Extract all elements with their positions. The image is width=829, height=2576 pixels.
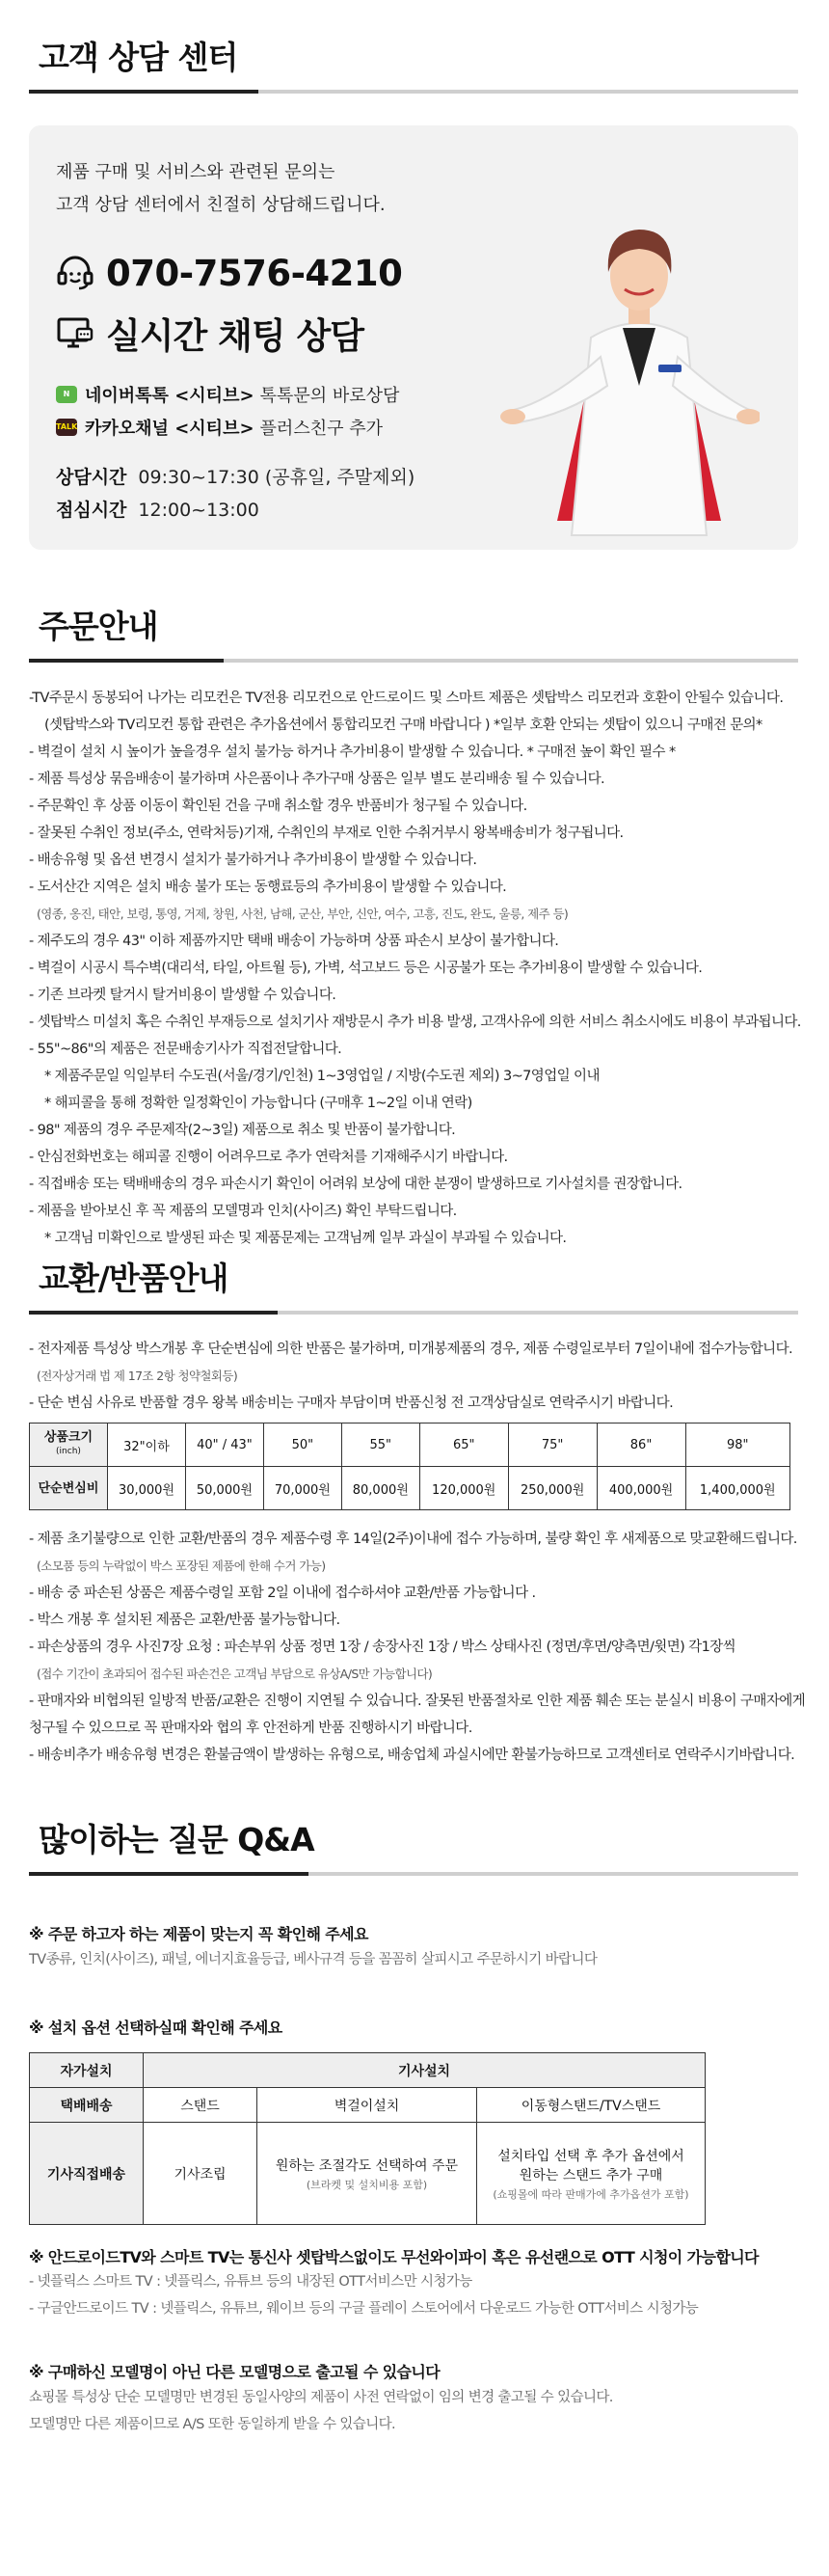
install-option-table xyxy=(29,2052,706,2225)
cs-header xyxy=(29,33,798,94)
list-item: - 직접배송 또는 택배배송의 경우 파손시기 확인이 어려워 보상에 대한 분쟁이 발생하므로 기사설치를 권장합니다. xyxy=(29,1177,682,1192)
list-item: - 넷플릭스 스마트 TV : 넷플릭스, 유튜브 등의 내장된 OTT서비스만 시청가능 xyxy=(29,2274,472,2290)
opt-wall-desc: 원하는 조절각도 선택하여 주문 xyxy=(275,2157,459,2174)
order-notice-list xyxy=(29,685,800,1252)
cs-intro-line2: 고객 상담 센터에서 친절히 상담해드립니다. xyxy=(56,195,386,215)
fee-cell: 250,000원 xyxy=(508,1467,597,1510)
fee-cell: 1,400,000원 xyxy=(685,1467,789,1510)
list-item: - 배송유형 및 옵션 변경시 설치가 불가하거나 추가비용이 발생할 수 있습니다. xyxy=(29,853,477,868)
opt-mobile-desc-cell xyxy=(477,2123,706,2225)
list-item: - 98" 제품의 경우 주문제작(2~3일) 제품으로 취소 및 반품이 불가합니다. xyxy=(29,1123,456,1138)
size-cell: 86" xyxy=(597,1424,685,1467)
exchange-notice-bottom xyxy=(29,1526,806,1769)
cs-lunch xyxy=(56,496,259,522)
list-item: - 제품을 받아보신 후 꼭 제품의 모델명과 인치(사이즈) 확인 부탁드립니다. xyxy=(29,1204,457,1219)
qa-header xyxy=(29,1815,798,1876)
list-item: - 잘못된 수취인 정보(주소, 연락처등)기재, 수취인의 부재로 인한 수취거부시 왕복배송비가 청구됩니다. xyxy=(29,826,624,841)
qa-title: 많이하는 질문 Q&A xyxy=(39,1821,314,1858)
list-item: - 제품 초기불량으로 인한 교환/반품의 경우 제품수령 후 14일(2주)이내에 접수 가능하며, 불량 확인 후 새제품으로 맞교환해드립니다. xyxy=(29,1532,797,1547)
size-cell: 50" xyxy=(263,1424,341,1467)
list-item: - 셋탑박스 미설치 혹은 수취인 부재등으로 설치기사 재방문시 추가 비용 발생, 고객사유에 의한 서비스 취소시에도 비용이 부과됩니다. xyxy=(29,1015,801,1030)
size-header-unit: (inch) xyxy=(56,1447,81,1456)
opt-wall: 벽걸이설치 xyxy=(257,2088,477,2123)
list-item: - 파손상품의 경우 사진7장 요청 : 파손부위 상품 정면 1장 / 송장사진 1장 / 박스 상태사진 (정면/후면/양측면/윗면) 각1장씩 xyxy=(29,1640,736,1655)
opt-mobile-note: (쇼핑몰에 따라 판매가에 추가옵션가 포함) xyxy=(493,2187,689,2201)
list-item: - 구글안드로이드 TV : 넷플릭스, 유튜브, 웨이브 등의 구글 플레이 스토어에서 다운로드 가능한 OTT서비스 시청가능 xyxy=(29,2301,699,2317)
list-item: - 도서산간 지역은 설치 배송 불가 또는 동행료등의 추가비용이 발생할 수 있습니다. xyxy=(29,880,507,895)
cs-chat-label: 실시간 채팅 상담 xyxy=(106,315,363,357)
list-item: 쇼핑몰 특성상 단순 모델명만 변경된 동일사양의 제품이 사전 연락없이 임의 변경 출고될 수 있습니다. xyxy=(29,2390,613,2405)
cs-intro-line1: 제품 구매 및 서비스와 관련된 문의는 xyxy=(56,162,335,182)
list-item: (접수 기간이 초과되어 접수된 파손건은 고객님 부담으로 유상A/S만 가능합니다) xyxy=(37,1667,433,1681)
list-item: (영종, 옹진, 태안, 보령, 통영, 거제, 창원, 사천, 남해, 군산, 부안, 신안, 여수, 고흥, 진도, 완도, 울릉, 제주 등) xyxy=(37,907,569,921)
cs-hours xyxy=(56,463,414,489)
qa-answer-3 xyxy=(29,2268,698,2322)
fee-cell: 120,000원 xyxy=(419,1467,508,1510)
list-item: - 배송 중 파손된 상품은 제품수령일 포함 2일 이내에 접수하셔야 교환/반품 가능합니다 . xyxy=(29,1586,536,1601)
list-item: - 안심전화번호는 해피콜 진행이 어려우므로 추가 연락처를 기재해주시기 바랍니다. xyxy=(29,1150,508,1165)
cs-card xyxy=(29,125,798,550)
naver-talk-desc: 톡톡문의 바로상담 xyxy=(259,386,400,406)
list-item: * 고객님 미확인으로 발생된 파손 및 제품문제는 고객님께 일부 과실이 부과될 수 있습니다. xyxy=(44,1231,567,1246)
kakao-talk-icon: TALK xyxy=(56,419,77,436)
size-cell: 32"이하 xyxy=(108,1424,186,1467)
list-item: - 박스 개봉 후 설치된 제품은 교환/반품 불가능합니다. xyxy=(29,1613,340,1628)
fee-cell: 70,000원 xyxy=(263,1467,341,1510)
list-item: - 판매자와 비협의된 일방적 반품/교환은 진행이 지연될 수 있습니다. 잘못된 반품절차로 인한 제품 훼손 또는 분실시 비용이 구매자에게 xyxy=(29,1694,806,1709)
size-row xyxy=(30,1424,790,1467)
order-header xyxy=(29,602,798,663)
cs-hours-value: 09:30~17:30 (공휴일, 주말제외) xyxy=(138,467,415,488)
order-title-underline xyxy=(29,659,798,663)
list-item: - 제품 특성상 묶음배송이 불가하며 사은품이나 추가구매 상품은 일부 별도 분리배송 될 수 있습니다. xyxy=(29,772,605,787)
cs-lunch-label: 점심시간 xyxy=(56,500,127,521)
qa-title-underline xyxy=(29,1872,798,1876)
kakao-channel-link[interactable] xyxy=(56,415,383,440)
cs-intro xyxy=(56,156,386,222)
opt-self-install: 자가설치 xyxy=(30,2053,144,2088)
list-item: -TV주문시 동봉되어 나가는 리모컨은 TV전용 리모컨으로 안드로이드 및 스마트 제품은 셋탑박스 리모컨과 호환이 안될수 있습니다. xyxy=(29,691,784,706)
kakao-channel-desc: 플러스친구 추가 xyxy=(259,419,383,439)
opt-stand: 스탠드 xyxy=(144,2088,257,2123)
kakao-channel-name: 카카오채널 <시티브> xyxy=(85,419,254,439)
opt-assembly: 기사조립 xyxy=(144,2123,257,2225)
cs-phone-number: 070-7576-4210 xyxy=(106,252,403,294)
size-cell: 65" xyxy=(419,1424,508,1467)
list-item: - 벽걸이 설치 시 높이가 높을경우 설치 불가능 하거나 추가비용이 발생할 수 있습니다. * 구매전 높이 확인 필수 * xyxy=(29,745,676,760)
order-title: 주문안내 xyxy=(39,608,158,645)
naver-talk-link[interactable] xyxy=(56,382,399,407)
headset-icon xyxy=(56,254,94,292)
list-item: 청구될 수 있으므로 꼭 판매자와 협의 후 안전하게 반품 진행하시기 바랍니다. xyxy=(29,1721,472,1736)
opt-mobile-desc2: 원하는 스탠드 추가 구매 xyxy=(519,2167,663,2183)
list-item: * 제품주문일 익일부터 수도권(서울/경기/인천) 1~3영업일 / 지방(수도권 제외) 3~7영업일 이내 xyxy=(44,1069,600,1084)
fee-cell: 30,000원 xyxy=(108,1467,186,1510)
cs-phone[interactable] xyxy=(56,249,402,297)
opt-mobile-stand: 이동형스탠드/TV스탠드 xyxy=(477,2088,706,2123)
chat-monitor-icon xyxy=(56,313,94,352)
qa-question-3: ※ 안드로이드TV와 스마트 TV는 통신사 셋탑박스없이도 무선와이파이 혹은 유선랜으로 OTT 시청이 가능합니다 xyxy=(29,2248,759,2266)
size-cell: 55" xyxy=(341,1424,419,1467)
size-header-cell xyxy=(30,1424,108,1467)
qa-question-4: ※ 구매하신 모델명이 아닌 다른 모델명으로 출고될 수 있습니다 xyxy=(29,2363,441,2381)
cs-chat[interactable] xyxy=(56,309,363,357)
list-item: - 벽걸이 시공시 특수벽(대리석, 타일, 아트월 등), 가벽, 석고보드 등은 시공불가 또는 추가비용이 발생할 수 있습니다. xyxy=(29,961,703,976)
opt-parcel: 택배배송 xyxy=(30,2088,144,2123)
fee-cell: 50,000원 xyxy=(185,1467,263,1510)
opt-mobile-desc1: 설치타입 선택 후 추가 옵션에서 xyxy=(497,2148,684,2164)
qa-answer-4 xyxy=(29,2384,613,2438)
return-fee-table xyxy=(29,1423,790,1510)
opt-wall-desc-cell xyxy=(257,2123,477,2225)
list-item: - 제주도의 경우 43" 이하 제품까지만 택배 배송이 가능하며 상품 파손시 보상이 불가합니다. xyxy=(29,934,559,949)
qa-answer-1 xyxy=(29,1946,597,1973)
list-item: - 55"~86"의 제품은 전문배송기사가 직접전달합니다. xyxy=(29,1042,342,1057)
opt-wall-note: (브라켓 및 설치비용 포함) xyxy=(306,2178,428,2191)
list-item: - 주문확인 후 상품 이동이 확인된 건을 구매 취소할 경우 반품비가 청구될 수 있습니다. xyxy=(29,799,527,814)
list-item: (셋탑박스와 TV리모컨 통합 관련은 추가옵션에서 통합리모컨 구매 바랍니다 ) *일부 호환 안되는 셋탑이 있으니 구매전 문의* xyxy=(44,718,762,733)
cs-title: 고객 상담 센터 xyxy=(39,39,238,76)
fee-cell: 80,000원 xyxy=(341,1467,419,1510)
fee-cell: 400,000원 xyxy=(597,1467,685,1510)
size-cell: 40" / 43" xyxy=(185,1424,263,1467)
list-item: * 해피콜을 통해 정확한 일정확인이 가능합니다 (구매후 1~2일 이내 연락) xyxy=(44,1096,472,1111)
fee-row xyxy=(30,1467,790,1510)
list-item: 모델명만 다른 제품이므로 A/S 또한 동일하게 받을 수 있습니다. xyxy=(29,2417,396,2432)
size-header-label: 상품크기 xyxy=(43,1430,94,1445)
naver-talk-icon: N xyxy=(56,386,77,403)
qa-question-2: ※ 설치 옵션 선택하실때 확인해 주세요 xyxy=(29,2019,282,2037)
list-item: - 배송비추가 배송유형 변경은 환불금액이 발생하는 유형으로, 배송업체 과실시에만 환불가능하므로 고객센터로 연락주시기바랍니다. xyxy=(29,1748,795,1763)
opt-tech-install: 기사설치 xyxy=(144,2053,706,2088)
list-item: TV종류, 인치(사이즈), 패널, 에너지효율등급, 베사규격 등을 꼼꼼히 살피시고 주문하시기 바랍니다 xyxy=(29,1952,598,1967)
exchange-notice-top xyxy=(29,1336,800,1417)
list-item: (소모품 등의 누락없이 박스 포장된 제품에 한해 수거 가능) xyxy=(37,1559,326,1573)
list-item: (전자상거래 법 제 17조 2항 청약철회등) xyxy=(37,1369,238,1383)
cs-hours-label: 상담시간 xyxy=(56,467,127,488)
qa-question-1: ※ 주문 하고자 하는 제품이 맞는지 꼭 확인해 주세요 xyxy=(29,1925,368,1943)
exchange-title-underline xyxy=(29,1311,798,1315)
opt-tech-delivery: 기사직접배송 xyxy=(30,2123,144,2225)
list-item: - 기존 브라켓 탈거시 탈거비용이 발생할 수 있습니다. xyxy=(29,988,336,1003)
naver-talk-name: 네이버톡톡 <시티브> xyxy=(85,386,254,406)
list-item: - 전자제품 특성상 박스개봉 후 단순변심에 의한 반품은 불가하며, 미개봉제품의 경우, 제품 수령일로부터 7일이내에 접수가능합니다. xyxy=(29,1342,792,1357)
exchange-header xyxy=(29,1254,798,1315)
size-cell: 98" xyxy=(685,1424,789,1467)
fee-header-cell: 단순변심비 xyxy=(30,1467,108,1510)
cs-lunch-value: 12:00~13:00 xyxy=(138,500,259,521)
cs-title-underline xyxy=(29,90,798,94)
size-cell: 75" xyxy=(508,1424,597,1467)
consultant-illustration xyxy=(499,193,760,540)
list-item: - 단순 변심 사유로 반품할 경우 왕복 배송비는 구매자 부담이며 반품신청 전 고객상담실로 연락주시기 바랍니다. xyxy=(29,1396,674,1411)
exchange-title: 교환/반품안내 xyxy=(39,1260,228,1297)
